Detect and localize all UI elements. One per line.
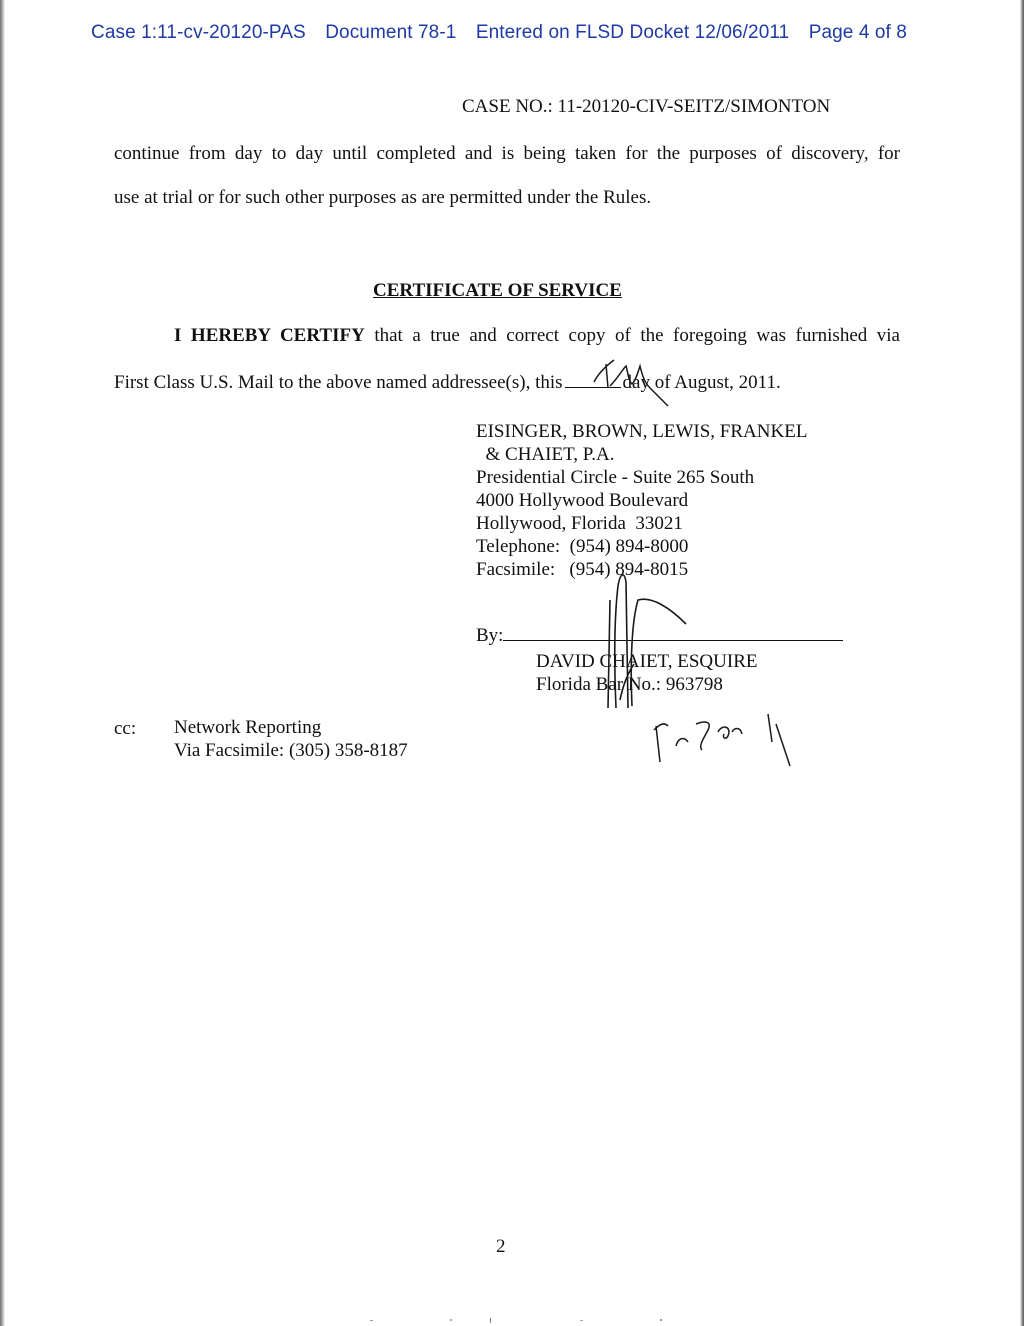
body-text-line-1: continue from day to day until completed and is being taken for the purposes of discovery, for: [114, 143, 900, 164]
header-document: Document 78-1: [325, 22, 457, 43]
header-entered: Entered on FLSD Docket 12/06/2011: [475, 22, 790, 43]
cc-via: Via Facsimile: (305) 358-8187: [174, 740, 408, 761]
firm-address-block: [476, 420, 807, 581]
scan-edge-left: [0, 0, 5, 1326]
firm-line-1: EISINGER, BROWN, LEWIS, FRANKEL: [476, 421, 808, 442]
signer-block: [536, 650, 757, 696]
certify-line-2-after: day of August, 2011.: [622, 372, 781, 393]
day-blank: [565, 371, 621, 388]
scan-artifacts: [340, 1318, 740, 1324]
handwritten-notation: [650, 706, 810, 772]
cc-recipient: Network Reporting: [174, 717, 322, 738]
scan-edge-right: [1020, 0, 1024, 1326]
firm-line-4: 4000 Hollywood Boulevard: [476, 490, 689, 511]
certificate-line-1: [174, 325, 900, 347]
body-text-line-2: use at trial or for such other purposes as are permitted under the Rules.: [114, 187, 652, 208]
certify-line-2-before: First Class U.S. Mail to the above named addressee(s), this: [114, 372, 563, 393]
cc-label: cc:: [114, 718, 137, 739]
firm-line-3: Presidential Circle - Suite 265 South: [476, 467, 755, 488]
cc-block: [174, 716, 408, 762]
court-filing-header: [91, 22, 951, 44]
certificate-line-2: [114, 371, 781, 394]
signature-line: [476, 625, 843, 647]
header-case: Case 1:11-cv-20120-PAS: [91, 22, 306, 43]
firm-line-2: & CHAIET, P.A.: [476, 444, 615, 465]
page-number: 2: [496, 1236, 506, 1257]
signer-name: DAVID CHAIET, ESQUIRE: [536, 651, 758, 672]
firm-line-5: Hollywood, Florida 33021: [476, 513, 683, 534]
firm-facsimile: Facsimile: (954) 894-8015: [476, 559, 689, 580]
certify-bold-lead: I HEREBY CERTIFY: [174, 325, 365, 346]
signature-rule: [503, 626, 843, 641]
certify-line-1-rest: that a true and correct copy of the foregoing was furnished via: [364, 325, 900, 346]
case-number: CASE NO.: 11-20120-CIV-SEITZ/SIMONTON: [462, 96, 831, 117]
firm-telephone: Telephone: (954) 894-8000: [476, 536, 689, 557]
header-page: Page 4 of 8: [808, 22, 907, 43]
bar-number: Florida Bar No.: 963798: [536, 674, 723, 695]
by-label: By:: [476, 625, 504, 646]
certificate-heading: CERTIFICATE OF SERVICE: [373, 280, 622, 301]
